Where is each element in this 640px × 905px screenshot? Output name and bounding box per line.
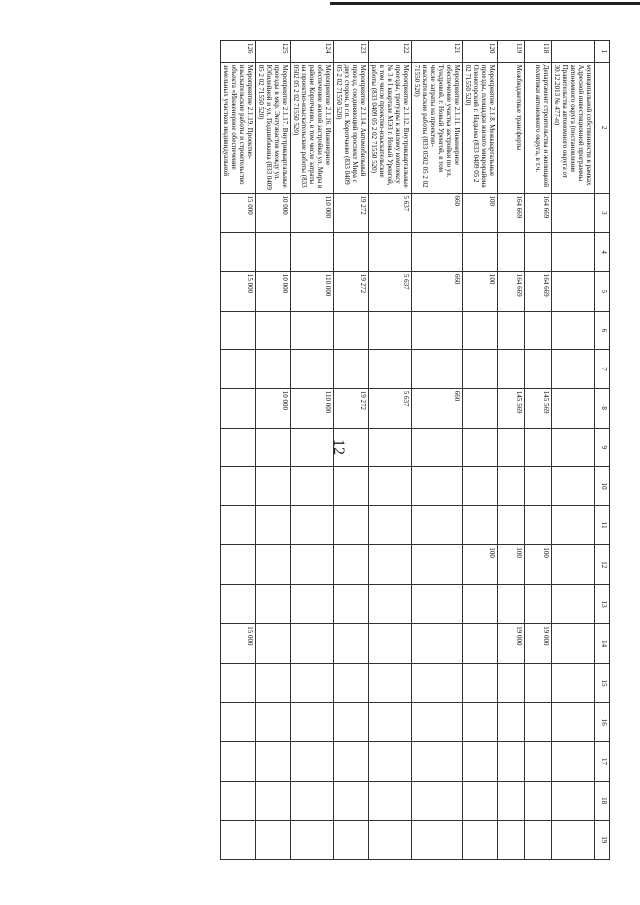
table-cell: [525, 585, 552, 624]
table-cell: [221, 703, 256, 742]
table-row: [525, 41, 552, 860]
table-cell: [498, 742, 525, 781]
table-cell: [221, 820, 256, 859]
table-cell: 10 000: [256, 388, 291, 428]
table-cell: 110 000: [291, 271, 334, 311]
header-cell: 14: [595, 624, 610, 664]
table-cell: [552, 742, 595, 781]
table-cell: [334, 311, 369, 350]
table-cell: [221, 388, 256, 428]
header-cell: 11: [595, 506, 610, 545]
table-cell: [463, 585, 498, 624]
header-cell: 2: [595, 62, 610, 193]
table-cell: [291, 428, 334, 467]
table-cell: 145 569: [525, 388, 552, 428]
table-cell: [369, 545, 412, 585]
table-cell: [552, 506, 595, 545]
header-cell: 8: [595, 388, 610, 428]
table-cell: [552, 193, 595, 233]
table-cell: [334, 545, 369, 585]
table-cell: [334, 585, 369, 624]
table-cell: 164 669: [525, 271, 552, 311]
header-cell: 15: [595, 664, 610, 703]
table-cell: [291, 350, 334, 389]
table-cell: [369, 311, 412, 350]
budget-table-wrapper: [90, 40, 610, 860]
table-cell: [256, 545, 291, 585]
table-cell: [334, 624, 369, 664]
table-cell: [498, 350, 525, 389]
table-cell: [221, 781, 256, 820]
table-cell: [334, 467, 369, 506]
table-cell: 164 669: [525, 193, 552, 233]
table-cell: [369, 506, 412, 545]
table-cell: 164 669: [498, 193, 525, 233]
table-cell: [552, 388, 595, 428]
table-cell: [221, 506, 256, 545]
table-cell: [412, 428, 463, 467]
table-cell: [369, 624, 412, 664]
table-row: [463, 41, 498, 860]
table-cell: [463, 703, 498, 742]
table-cell: [463, 664, 498, 703]
table-cell: [525, 781, 552, 820]
table-cell: [291, 820, 334, 859]
table-cell: [221, 742, 256, 781]
table-cell: [412, 624, 463, 664]
table-cell: муниципальной собственности в рамках Адресной инвестиционной программы автономного округа (постановление Правительства автономного округа от 30.12.2013 № 477-п): [552, 62, 595, 193]
table-cell: 10 000: [256, 193, 291, 233]
table-cell: [525, 664, 552, 703]
table-cell: [256, 703, 291, 742]
table-cell: 119: [498, 41, 525, 63]
table-cell: [552, 271, 595, 311]
table-cell: [412, 820, 463, 859]
header-cell: 12: [595, 545, 610, 585]
table-cell: [498, 233, 525, 272]
table-cell: [412, 742, 463, 781]
table-cell: [552, 467, 595, 506]
table-cell: 145 569: [498, 388, 525, 428]
table-cell: [291, 506, 334, 545]
table-cell: [369, 703, 412, 742]
table-cell: [412, 506, 463, 545]
table-cell: [463, 311, 498, 350]
table-cell: 100: [498, 545, 525, 585]
header-cell: 6: [595, 311, 610, 350]
table-cell: [256, 428, 291, 467]
table-cell: [498, 428, 525, 467]
table-cell: [221, 428, 256, 467]
table-cell: [552, 41, 595, 63]
table-cell: [221, 664, 256, 703]
table-cell: [221, 311, 256, 350]
table-cell: [369, 820, 412, 859]
table-cell: 164 669: [498, 271, 525, 311]
table-cell: 121: [412, 41, 463, 63]
table-cell: 126: [221, 41, 256, 63]
table-cell: 15 000: [221, 271, 256, 311]
table-cell: 15 000: [221, 193, 256, 233]
table-cell: [256, 742, 291, 781]
table-cell: 660: [412, 271, 463, 311]
table-cell: [221, 585, 256, 624]
table-cell: [334, 703, 369, 742]
table-cell: [525, 467, 552, 506]
table-cell: [291, 585, 334, 624]
table-row: [498, 41, 525, 860]
header-cell: 17: [595, 742, 610, 781]
table-cell: Мероприятие 2.1.12. Внутриквартальные проезды, тротуары к жилому комплексу № 3 в I квартале МЭЗ г. Новый Уренгой, в том числе проектно-изыскательские работы (833 0409 05 2 02 71550 520): [369, 62, 412, 193]
table-cell: Мероприятие 2.1.11. Инженерное обеспечение участка застройки по ул. Тундровой, г. Новый Уренгой, в том числе затраты на проектно-изыскательские работы (833 0502 05 2 02 71550 520): [412, 62, 463, 193]
header-cell: 19: [595, 820, 610, 859]
table-cell: 100: [463, 271, 498, 311]
table-cell: [552, 545, 595, 585]
table-cell: [256, 350, 291, 389]
table-cell: [291, 742, 334, 781]
table-cell: 15 000: [221, 624, 256, 664]
table-cell: [256, 506, 291, 545]
table-cell: [334, 233, 369, 272]
header-cell: 10: [595, 467, 610, 506]
table-cell: [463, 388, 498, 428]
table-cell: [552, 311, 595, 350]
table-cell: [369, 742, 412, 781]
table-cell: [256, 311, 291, 350]
table-cell: [369, 233, 412, 272]
table-row: [291, 41, 334, 860]
table-cell: [221, 467, 256, 506]
table-cell: 100: [525, 545, 552, 585]
table-row: [334, 41, 369, 860]
table-cell: [463, 350, 498, 389]
table-cell: 100: [463, 193, 498, 233]
table-cell: [525, 820, 552, 859]
table-cell: [552, 233, 595, 272]
table-cell: [369, 428, 412, 467]
table-cell: [256, 781, 291, 820]
table-cell: Мероприятие 2.1.8. Межквартальные проезды, площадки жилого микрорайона Оленегорский г. Надыма (833 0409 05 2 02 71550 520): [463, 62, 498, 193]
table-cell: [498, 585, 525, 624]
table-cell: Мероприятие 2.1.17. Внутриквартальные проезды в мкр. Энтузиастов между ул. Юбилейной и ул. Подшибякина (833 0409 05 2 02 71550 520): [256, 62, 291, 193]
table-cell: 19 272: [334, 193, 369, 233]
table-cell: Межбюджетные трансферты: [498, 62, 525, 193]
table-cell: [221, 545, 256, 585]
table-cell: [291, 624, 334, 664]
table-cell: [525, 703, 552, 742]
table-cell: [552, 350, 595, 389]
table-cell: 19 272: [334, 271, 369, 311]
table-cell: 110 000: [291, 193, 334, 233]
table-cell: [498, 781, 525, 820]
table-cell: [256, 820, 291, 859]
table-cell: [256, 585, 291, 624]
table-cell: [369, 585, 412, 624]
table-cell: 19 000: [498, 624, 525, 664]
table-cell: [291, 703, 334, 742]
table-cell: [221, 350, 256, 389]
table-cell: [552, 585, 595, 624]
table-cell: [463, 742, 498, 781]
table-cell: 5 637: [369, 193, 412, 233]
table-cell: [463, 624, 498, 664]
table-cell: 19 000: [525, 624, 552, 664]
table-cell: [552, 664, 595, 703]
table-cell: [498, 506, 525, 545]
table-cell: [525, 350, 552, 389]
table-cell: [525, 311, 552, 350]
header-row: [595, 41, 610, 860]
table-cell: [552, 428, 595, 467]
table-cell: [221, 233, 256, 272]
table-cell: 10 000: [256, 271, 291, 311]
table-cell: 120: [463, 41, 498, 63]
table-cell: [334, 506, 369, 545]
header-cell: 1: [595, 41, 610, 63]
header-cell: 18: [595, 781, 610, 820]
table-cell: [256, 467, 291, 506]
table-cell: [463, 820, 498, 859]
table-cell: [334, 781, 369, 820]
table-cell: 124: [291, 41, 334, 63]
table-cell: 5 637: [369, 388, 412, 428]
table-cell: [412, 703, 463, 742]
table-cell: [552, 703, 595, 742]
table-cell: [334, 350, 369, 389]
table-cell: [369, 664, 412, 703]
table-cell: [334, 742, 369, 781]
table-cell: [552, 781, 595, 820]
table-cell: [412, 311, 463, 350]
table-cell: [498, 311, 525, 350]
table-cell: 110 000: [291, 388, 334, 428]
table-cell: [498, 664, 525, 703]
table-cell: [552, 624, 595, 664]
table-cell: [463, 428, 498, 467]
table-cell: [463, 233, 498, 272]
top-rule: [330, 2, 640, 5]
table-cell: [369, 467, 412, 506]
table-cell: 5 637: [369, 271, 412, 311]
table-cell: 123: [334, 41, 369, 63]
table-cell: [525, 428, 552, 467]
table-cell: [369, 781, 412, 820]
table-row: [412, 41, 463, 860]
table-cell: Мероприятие 2.1.14. Автомобильный проезд, соединяющий проспект Мира с двух сторон, в г.п. Коротчаево (833 0409 05 2 02 71550 520): [334, 62, 369, 193]
table-cell: [412, 664, 463, 703]
table-cell: 100: [463, 545, 498, 585]
table-cell: [498, 703, 525, 742]
table-cell: [369, 350, 412, 389]
table-row: [221, 41, 256, 860]
page-number: 12: [330, 439, 347, 455]
table-cell: [291, 781, 334, 820]
table-cell: [334, 428, 369, 467]
header-cell: 7: [595, 350, 610, 389]
table-cell: [291, 664, 334, 703]
table-cell: 125: [256, 41, 291, 63]
table-cell: [498, 820, 525, 859]
table-cell: [412, 585, 463, 624]
table-cell: [291, 311, 334, 350]
table-cell: [334, 664, 369, 703]
table-cell: [256, 624, 291, 664]
budget-table: [220, 40, 610, 860]
table-cell: [256, 233, 291, 272]
table-cell: [525, 506, 552, 545]
table-cell: Мероприятие 2.1.19. Проектно-изыскательские работы и строительство объекта «Инженерное обеспечение земельных участков индивидуальной: [221, 62, 256, 193]
header-cell: 9: [595, 428, 610, 467]
table-cell: 660: [412, 193, 463, 233]
table-cell: [291, 467, 334, 506]
header-cell: 13: [595, 585, 610, 624]
table-cell: [552, 820, 595, 859]
header-cell: 4: [595, 233, 610, 272]
table-cell: [463, 781, 498, 820]
table-cell: [291, 545, 334, 585]
table-cell: [463, 506, 498, 545]
table-cell: [463, 467, 498, 506]
table-cell: [291, 233, 334, 272]
table-cell: Мероприятие 2.1.16. Инженерное обеспечение жилой застройки ул. Мира в районе Коротчаево, в том числе затраты на проектно-изыскательские работы (833 0502 05 2 02 71550 520): [291, 62, 334, 193]
table-cell: [412, 467, 463, 506]
table-row: [256, 41, 291, 860]
table-cell: 118: [525, 41, 552, 63]
table-row: [552, 41, 595, 860]
table-cell: [334, 820, 369, 859]
table-cell: [525, 742, 552, 781]
table-cell: Департамент строительства и жилищной политики автономного округа, в т.ч.: [525, 62, 552, 193]
table-cell: 19 272: [334, 388, 369, 428]
table-cell: [256, 664, 291, 703]
table-cell: 660: [412, 388, 463, 428]
table-cell: [412, 350, 463, 389]
header-cell: 3: [595, 193, 610, 233]
table-cell: [498, 467, 525, 506]
table-cell: [412, 781, 463, 820]
header-cell: 5: [595, 271, 610, 311]
table-cell: 122: [369, 41, 412, 63]
table-row: [369, 41, 412, 860]
header-cell: 16: [595, 703, 610, 742]
table-cell: [412, 233, 463, 272]
table-cell: [412, 545, 463, 585]
table-cell: [525, 233, 552, 272]
